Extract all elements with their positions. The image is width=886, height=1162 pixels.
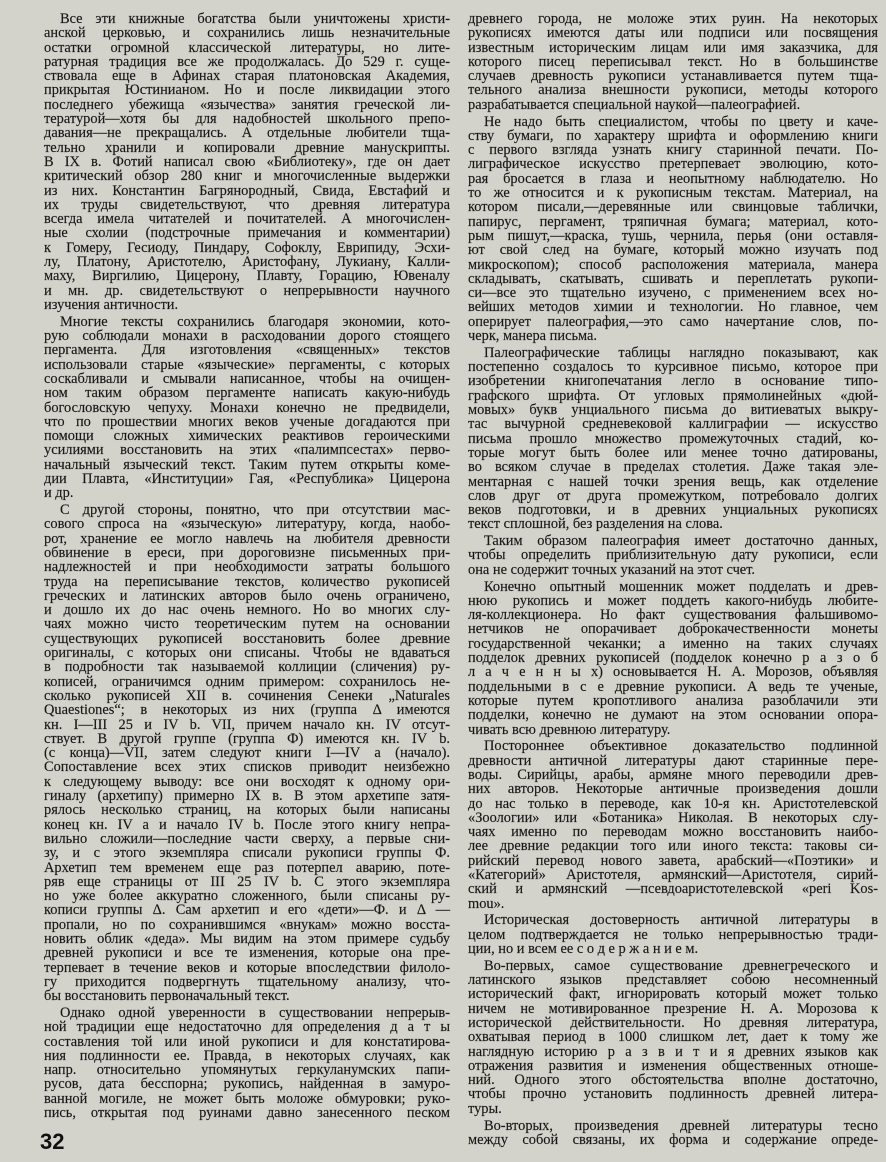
text-line: и др. — [44, 485, 74, 502]
text-line: чивать всю древнюю литературу. — [468, 721, 671, 738]
text-line: изобретении книгопечатания легло в основание типо- — [468, 373, 878, 390]
text-line: торые могут быть более или менее точно датированы, — [468, 444, 878, 461]
text-line: известным историческим лицам или имя заказчика, для — [468, 39, 878, 56]
text-line: подделки, конечно не думают на этом основании опора- — [468, 707, 878, 724]
paragraph — [468, 580, 878, 737]
text-line: пись, открытая под руинами давно занесенного песком — [44, 1105, 450, 1122]
text-line: поддельными в с е древние рукописи. А ведь те ученые, — [468, 678, 878, 695]
text-line: новить облик «деда». Мы видим на этом примере судьбу — [44, 931, 450, 947]
text-line: которые путем кропотливого анализа разоблачили эти — [468, 692, 878, 709]
paragraph — [468, 534, 878, 577]
text-line: древней рукописи и все те изменения, которые она пре- — [44, 945, 450, 962]
text-line: лее древние редакции того или иного текста: таковы си- — [468, 838, 878, 855]
text-line: Не надо быть специалистом, чтобы по цвету и каче- — [484, 113, 878, 130]
text-line: вильно сложили—последние части сверху, а первые сни- — [44, 830, 450, 847]
text-line: рым пишут,—краска, тушь, чернила, перья (они оставля- — [468, 227, 878, 244]
paragraph — [44, 315, 450, 501]
text-line: анской церковью, и сохранились лишь незначительные — [44, 25, 450, 42]
text-line: дии Плавта, «Институции» Гая, «Республика» Цицерона — [44, 471, 450, 487]
text-line: ном таким образом пергаменте написать какую-нибудь — [44, 385, 450, 402]
text-line: пергамента. Для изготовления «священных» текстов — [44, 342, 450, 359]
text-line: кн. I—III 25 и IV b. VII, причем начало кн. IV отсут- — [44, 716, 450, 733]
text-line: использовали старые «языческие» пергаменты, с которых — [44, 356, 450, 373]
text-line: Историческая достоверность античной литературы в — [484, 912, 878, 929]
text-line: тельного анализа внешности рукописи, методы которого — [468, 82, 878, 99]
text-line: и дошло их до нас очень немного. Но во многих слу- — [44, 602, 450, 619]
text-line: ции, но и всем ее с о д е р ж а н и е м. — [468, 941, 699, 957]
text-line: что по прошествии многих веков ученые догадаются при — [44, 413, 450, 430]
text-line: существующих рукописей восстановить более древние — [44, 630, 450, 647]
text-line: Во-вторых, произведения древней литературы тесно — [484, 1117, 878, 1134]
text-line: Конечно опытный мошенник может подделать и древ- — [484, 578, 878, 595]
text-line: вейших методов химии и технологии. Но главное, чем — [468, 299, 878, 316]
text-line: слов друг от друга промежутком, потребовало долгих — [468, 487, 878, 504]
text-line: сколько рукописей XII в. сочинения Сенеки „Naturales — [44, 687, 450, 704]
text-line: подделок древних рукописей (подделок конечно р а з о б — [468, 650, 878, 667]
text-line: давания—не прекращались. А отдельные любители тща- — [44, 125, 450, 142]
text-line: оригиналы, с которых они списаны. Чтобы не вдаваться — [44, 645, 450, 662]
text-line: л а ч е н н ы х) основывается Н. А. Морозов, объявляя — [468, 664, 878, 681]
text-line: тас вычурной средневековой каллиграфии — искусство — [468, 416, 878, 433]
paragraph — [468, 959, 878, 1116]
text-line: мовых» букв унциального письма до витиеватых выкру- — [468, 402, 878, 419]
text-line: помощи сложных химических реактивов героическими — [44, 428, 450, 445]
text-line: к Гомеру, Гесиоду, Пиндару, Софоклу, Еврипиду, Эсхи- — [44, 239, 450, 256]
text-line: начальный языческий текст. Таким путем открыты коме- — [44, 456, 450, 473]
text-line: напр. относительно упомянутых геркуланумских папи- — [44, 1062, 450, 1079]
text-line: остатки огромной классической литературы, но лите- — [44, 39, 450, 56]
paragraph — [468, 12, 878, 112]
text-line: ратурная традиция все же продолжалась. До 529 г. суще- — [44, 53, 450, 70]
text-line: ряв еще страницы от III 25 IV b. С этого экземпляра — [44, 873, 450, 890]
text-line: кописей, ограничимся одним примером: сохранилось не- — [44, 673, 450, 690]
text-line: ментарная с нашей точки зрения вещь, как отделение — [468, 473, 878, 490]
text-line: случаев древность рукописи устанавливается путем тща- — [468, 68, 878, 85]
text-line: Таким образом палеография имеет достаточно данных, — [484, 533, 878, 550]
text-line: богословскую чепуху. Монахи конечно не предвидели, — [44, 399, 450, 416]
text-line: ния подлинности ее. Правда, в некоторых случаях, как — [44, 1047, 450, 1064]
text-line: микроскопом); способ расположения материала, манера — [468, 256, 878, 273]
text-line: рую соблюдали монахи в расходовании дорого стоящего — [44, 328, 450, 345]
text-line: складывать, скатывать, сшивать и переплетать рукопи- — [468, 270, 878, 287]
text-line: из них. Константин Багрянородный, Свида, Евстафий и — [44, 182, 450, 199]
text-line: последнего убежища «язычества» занятия греческой ли- — [44, 96, 450, 113]
text-line: прикрытая Юстинианом. Но и после ликвидации этого — [44, 82, 450, 99]
text-line: си—все это тщательно изучено, с применением всех но- — [468, 285, 878, 302]
text-line: папирус, пергамент, тряпичная бумага; материал, кото- — [468, 213, 878, 230]
text-line: их труды свидетельствуют, что древняя литература — [44, 196, 450, 213]
text-line: составления той или иной рукописи и для констатирова- — [44, 1033, 450, 1050]
text-line: Постороннее объективное доказательство подлинной — [484, 738, 878, 755]
text-line: гу приходится подвергнуть тщательному анализу, что- — [44, 973, 450, 990]
text-line: нюю рукопись и может поддеть какого-нибудь любите- — [468, 592, 878, 609]
text-line: чтобы определить приблизительную дату рукописи, если — [468, 547, 878, 564]
text-line: усилиями восстановить на этих «палимпсестах» перво- — [44, 442, 450, 459]
text-line: ной традиции еще недостаточно для определения д а т ы — [44, 1019, 450, 1036]
text-line: изучения античности. — [44, 296, 179, 313]
paragraph — [468, 115, 878, 344]
text-line: Все эти книжные богатства были уничтожены христи- — [60, 11, 450, 27]
text-line: С другой стороны, понятно, что при отсутствии мас- — [60, 502, 450, 519]
text-line: целом подтверждается не только непрерывностью тради- — [468, 926, 878, 943]
paragraph — [468, 913, 878, 956]
text-line: туры. — [468, 1100, 502, 1117]
text-line: оперирует палеография,—это само начертание слов, по- — [468, 313, 878, 330]
text-line: ванной могиле, не может быть моложе обмуровки; руко- — [44, 1090, 450, 1107]
text-line: конец кн. IV а и начало IV b. После этого книгу непра- — [44, 816, 450, 833]
text-line: Архетип тем временем еще раз потерпел аварию, поте- — [44, 859, 450, 876]
text-line: лиграфическое искусство претерпевает эволюцию, кото- — [468, 156, 878, 173]
text-line: чтобы прочно установить подлинность древней литера- — [468, 1086, 878, 1103]
text-line: исторической действительности. Но древняя литература, — [468, 1014, 878, 1031]
text-line: русов, дата бесспорна; рукопись, найденная в замуро- — [44, 1076, 450, 1093]
text-line: латинского языков представляет собою несомненный — [468, 972, 878, 989]
paragraph — [468, 1119, 878, 1148]
text-line: ля-коллекционера. Но факт существования фальшивомо- — [468, 607, 878, 624]
text-line: рая бросается в глаза и неопытному наблюдателю. Но — [468, 170, 878, 187]
text-line: чаях именно по переводам можно восстановить наибо- — [468, 824, 878, 841]
text-line: ний. Одного этого обстоятельства вполне достаточно, — [468, 1072, 878, 1089]
text-line: ют свой след на бумаге, который можно изучать под — [468, 242, 878, 259]
text-line: ский и армянский —псевдоаристотелевской «peri Kos- — [468, 881, 878, 898]
paragraph — [468, 739, 878, 911]
text-line: соскабливали и смывали написанное, чтобы на очищен- — [44, 370, 450, 387]
text-line: ствовала еще в Афинах старая платоновская Академия, — [44, 68, 450, 85]
text-line: греческих и латинских авторов было очень ограничено, — [44, 587, 450, 604]
text-line: постепенно создалось то курсивное письмо, которое при — [468, 359, 878, 376]
text-line: разрабатывается специальной наукой—палеографией. — [468, 96, 801, 113]
left-column — [44, 12, 450, 1120]
text-line: кописи группы Δ. Сам архетип и его «дети»—Ф. и Δ — — [44, 902, 450, 919]
text-line: наглядную историю р а з в и т и я древних языков как — [468, 1043, 878, 1060]
text-line: воды. Сирийцы, арабы, армяне много переводили древ- — [468, 766, 878, 783]
text-line: терпевает в течение веков и которые впоследствии филоло- — [44, 959, 450, 976]
text-line: но уже более аккуратно сложенного, были списаны ру- — [44, 888, 450, 905]
text-line: которого писец переписывал текст. Но в большинстве — [468, 53, 878, 70]
page-number: 32 — [40, 1129, 65, 1154]
text-line: всегда имела читателей и почитателей. А многочислен- — [44, 211, 450, 228]
text-line: mou». — [468, 895, 505, 912]
text-line: рялось несколько страниц, на которых были написаны — [44, 802, 450, 819]
text-line: тельно хранили и копировали древние манускрипты. — [44, 139, 450, 156]
text-line: древнего города, не моложе этих руин. На некоторых — [468, 11, 878, 27]
text-line: до нас только в переводе, как 10-я кн. Аристотелевской — [468, 795, 878, 812]
text-line: отражения развития и изменения общественных отноше- — [468, 1057, 878, 1074]
text-line: Палеографические таблицы наглядно показывают, как — [484, 344, 878, 361]
text-line: Во-первых, самое существование древнегреческого и — [484, 957, 878, 974]
text-line: ствует. В другой группе (группа Ф) имеются кн. IV b. — [44, 730, 450, 747]
text-line: «Категорий» Аристотеля, армянский—Аристотеля, сирий- — [468, 867, 878, 884]
text-line: надлежностей и при необходимости затраты большого — [44, 559, 450, 576]
text-line: веков подготовки, и в древних унциальных рукописях — [468, 502, 878, 519]
right-column — [468, 12, 878, 1147]
text-line: во всяком случае в пределах столетия. Даже такая эле- — [468, 459, 878, 476]
text-line: обвинение в ереси, при дороговизне письменных при- — [44, 544, 450, 561]
text-line: ству бумаги, по характеру шрифта и оформлению книги — [468, 127, 878, 144]
paragraph — [44, 1006, 450, 1120]
text-line: котором писали,—деревянные или свинцовые таблички, — [468, 199, 878, 216]
text-line: бы восстановить первоначальный текст. — [44, 988, 290, 1005]
text-line: лу, Платону, Аристотелю, Аристофану, Лукиану, Калли- — [44, 254, 450, 271]
text-line: критический обзор 280 книг и многочисленные выдержки — [44, 168, 450, 185]
text-line: тературой—хотя бы для надобностей школьного препо- — [44, 111, 450, 128]
text-line: Quaestiones“; в некоторых из них (группа Δ имеются — [44, 702, 450, 719]
text-line: зу, и с этого экземпляра списали рукописи группы Ф. — [44, 845, 450, 862]
paragraph — [44, 503, 450, 1003]
text-line: черк, манера письма. — [468, 328, 598, 345]
text-line: нетчиков не опорачивает доброкачественности монеты — [468, 621, 878, 638]
text-line: текст сплошной, без разделения на слова. — [468, 516, 723, 533]
text-line: гиналу (архетипу) примерно IX в. В этом архетипе затя- — [44, 788, 450, 805]
text-line: графского шрифта. От угловых прямолинейных «дюй- — [468, 387, 878, 404]
text-line: то же относится и к рукописным текстам. Материал, на — [468, 185, 878, 202]
text-line: Сопоставление всех этих списков приводит неизбежно — [44, 759, 450, 776]
text-line: в подробности так называемой коллиции (сличения) ру- — [44, 659, 450, 676]
text-line: сового спроса на «языческую» литературу, когда, наобо- — [44, 516, 450, 533]
text-line: Однако одной уверенности в существовании непрерыв- — [60, 1004, 450, 1021]
text-line: между собой связаны, их форма и содержание опреде- — [468, 1131, 878, 1148]
text-line: письма прошло множество промежуточных стадий, ко- — [468, 430, 878, 447]
text-line: В IX в. Фотий написал свою «Библиотеку», где он дает — [44, 153, 450, 170]
text-line: «Зоологии» или «Ботаника» Николая. В некоторых слу- — [468, 809, 878, 826]
text-line: и мн. др. свидетельствуют о непрерывности научного — [44, 282, 450, 299]
text-line: маху, Виргилию, Цицерону, Плавту, Горацию, Ювеналу — [44, 268, 450, 285]
text-line: Многие тексты сохранились благодаря экономии, кото- — [60, 313, 450, 330]
paragraph — [468, 346, 878, 532]
text-line: пропали, но по сохранившимся «внукам» можно восста- — [44, 916, 450, 933]
text-line: ные схолии (подстрочные примечания и комментарии) — [44, 225, 450, 242]
text-line: (с конца)—VII, затем следуют книги I—IV а (начало). — [44, 745, 450, 762]
text-line: древности античной литературы дают старинные пере- — [468, 752, 878, 769]
text-line: к следующему выводу: все они восходят к одному ори- — [44, 773, 450, 790]
text-line: ничем не мотивированное презрение Н. А. Морозова к — [468, 1000, 878, 1017]
text-line: государственной чеканки; а именно на таких случаях — [468, 635, 878, 652]
text-line: охватывая период в 1000 слишком лет, дает к тому же — [468, 1029, 878, 1046]
text-line: исторический факт, игнорировать который может только — [468, 986, 878, 1003]
text-line: рукописях имеются даты или подписи или посвящения — [468, 25, 878, 42]
paragraph — [44, 12, 450, 312]
text-line: них авторов. Некоторые античные произведения дошли — [468, 781, 878, 798]
text-line: труда на переписывание текстов, количество рукописей — [44, 573, 450, 590]
text-line: рот, хранение ее могло навлечь на любителя древности — [44, 530, 450, 547]
text-line: она не содержит точных указаний на этот счет. — [468, 561, 756, 578]
text-line: чаях можно чисто теоретическим путем на основании — [44, 616, 450, 633]
text-line: рийский перевод нового завета, арабский—«Поэтики» и — [468, 852, 878, 869]
text-line: с первого взгляда узнать книгу старинной печати. По- — [468, 142, 878, 159]
